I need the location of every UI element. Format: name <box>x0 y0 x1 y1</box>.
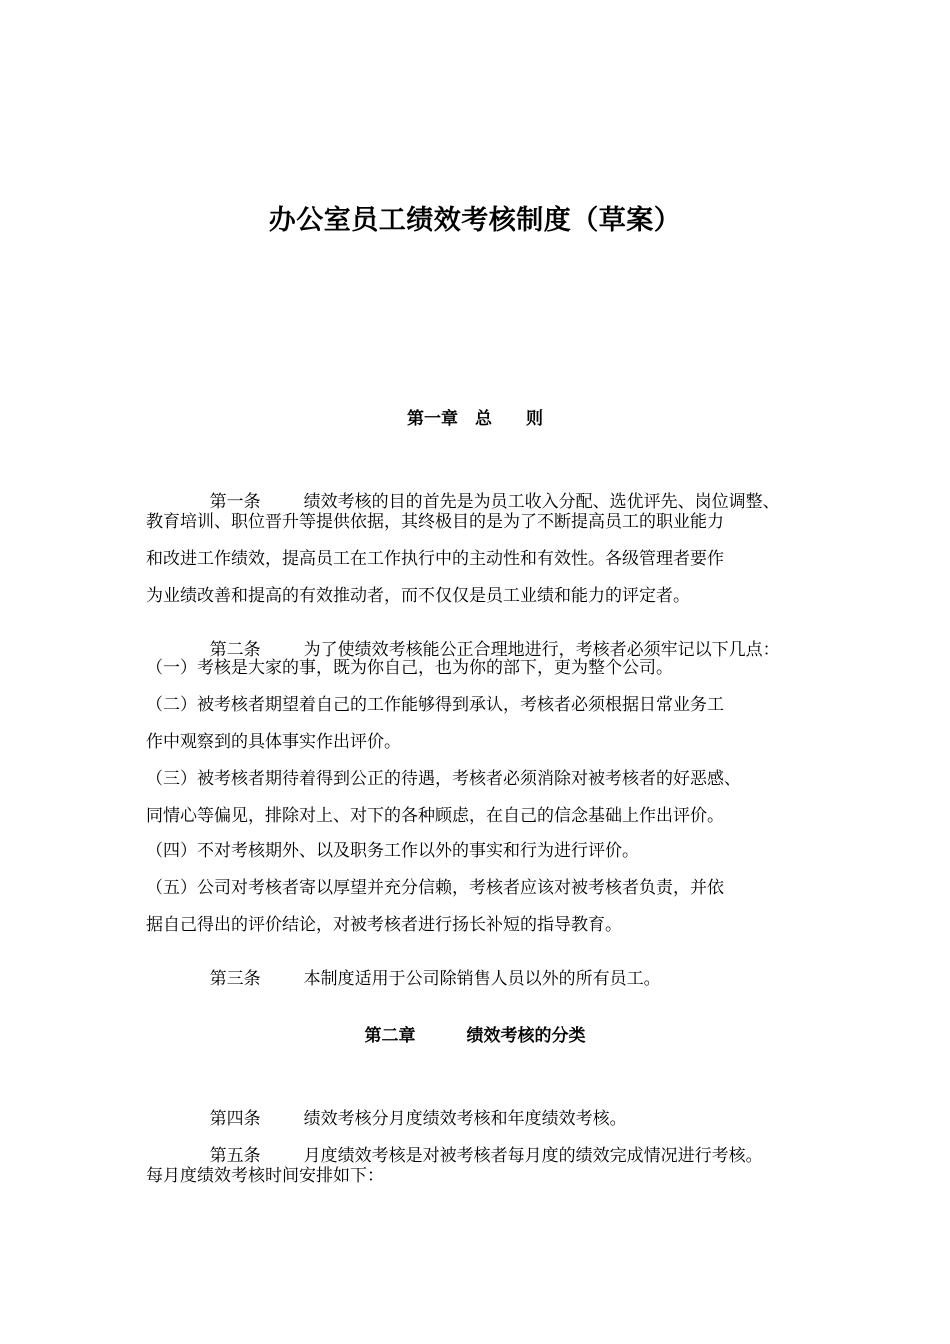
list-item: （三）被考核者期待着得到公正的待遇，考核者必须消除对被考核者的好恶感、 <box>146 769 741 789</box>
article-number: 第三条 <box>209 969 261 989</box>
list-item: （一）考核是大家的事，既为你自己，也为你的部下，更为整个公司。 <box>146 658 673 678</box>
article-number: 第五条 <box>209 1146 261 1166</box>
article-3-line <box>188 954 661 1005</box>
article-1-line: 教育培训、职位晋升等提供依据，其终极目的是为了不断提高员工的职业能力 <box>146 512 724 532</box>
chapter-heading: 第一章 总 则 <box>407 409 543 429</box>
article-5-line: 每月度绩效考核时间安排如下： <box>146 1166 384 1186</box>
article-number: 第二条 <box>209 640 261 660</box>
document-title: 办公室员工绩效考核制度（草案） <box>268 205 682 236</box>
article-text: 绩效考核分月度绩效考核和年度绩效考核。 <box>303 1109 627 1129</box>
list-item-continuation: 据自己得出的评价结论，对被考核者进行扬长补短的指导教育。 <box>146 915 622 935</box>
chapter-heading: 第二章 绩效考核的分类 <box>364 1026 586 1046</box>
article-number: 第四条 <box>209 1109 261 1129</box>
list-item: （二）被考核者期望着自己的工作能够得到承认，考核者必须根据日常业务工 <box>146 695 724 715</box>
article-text: 本制度适用于公司除销售人员以外的所有员工。 <box>303 969 661 989</box>
list-item: （四）不对考核期外、以及职务工作以外的事实和行为进行评价。 <box>146 841 639 861</box>
article-text: 月度绩效考核是对被考核者每月度的绩效完成情况进行考核。 <box>303 1146 763 1166</box>
article-text: 为了使绩效考核能公正合理地进行，考核者必须牢记以下几点： <box>303 640 780 660</box>
list-item-continuation: 作中观察到的具体事实作出评价。 <box>146 732 401 752</box>
article-number: 第一条 <box>209 492 261 512</box>
article-1-line: 为业绩改善和提高的有效推动者，而不仅仅是员工业绩和能力的评定者。 <box>146 586 690 606</box>
article-text: 绩效考核的目的首先是为员工收入分配、选优评先、岗位调整、 <box>303 492 780 512</box>
list-item: （五）公司对考核者寄以厚望并充分信赖，考核者应该对被考核者负责，并依 <box>146 878 724 898</box>
article-1-line: 和改进工作绩效，提高员工在工作执行中的主动性和有效性。各级管理者要作 <box>146 549 724 569</box>
list-item-continuation: 同情心等偏见，排除对上、对下的各种顾虑，在自己的信念基础上作出评价。 <box>146 806 724 826</box>
